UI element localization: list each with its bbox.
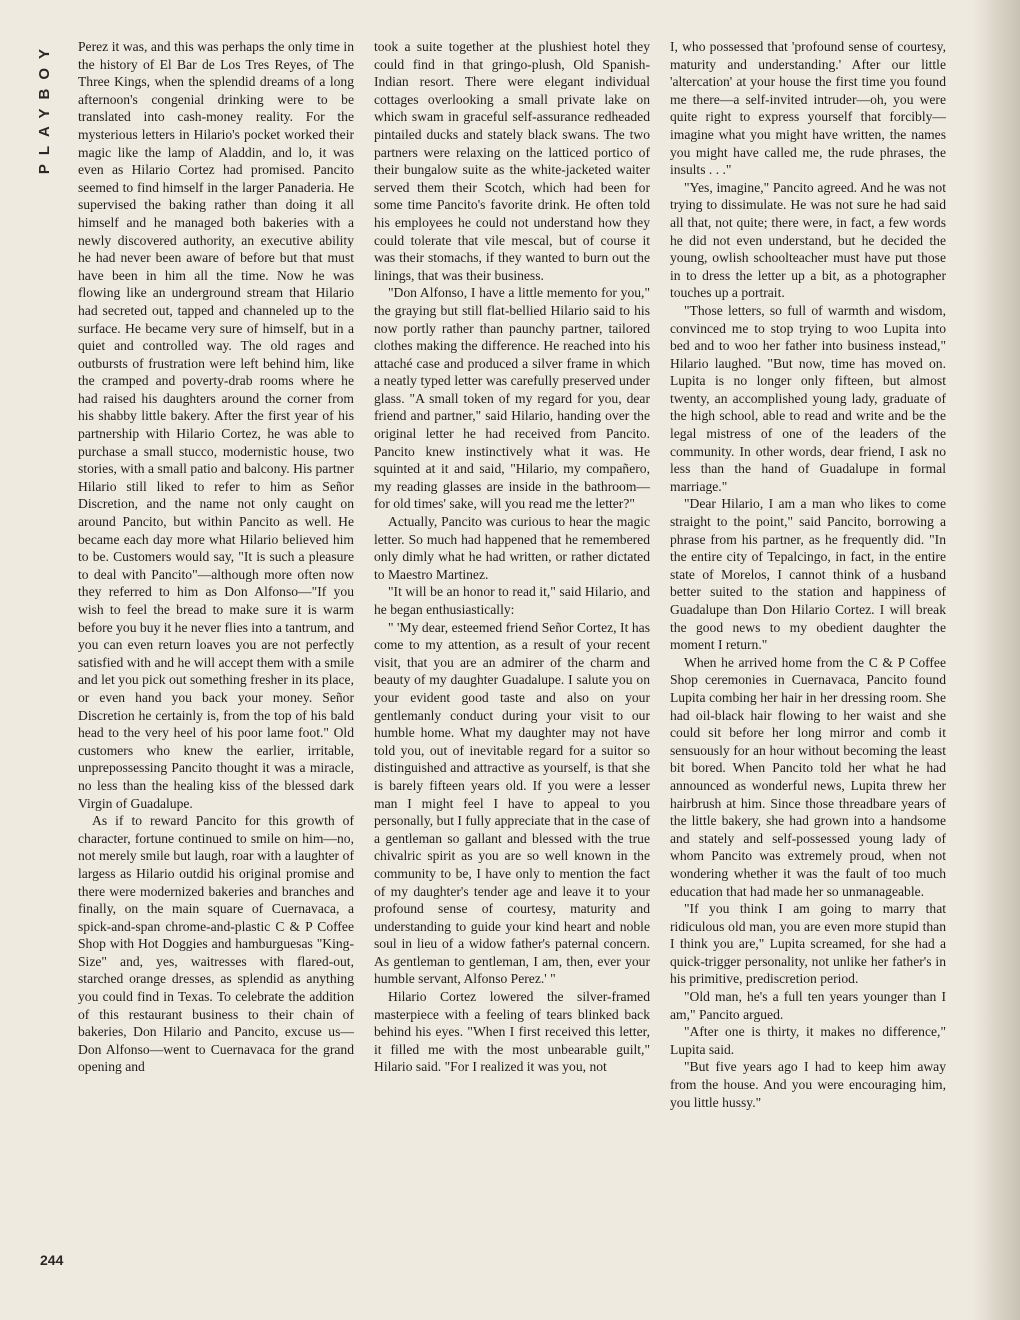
paragraph: Perez it was, and this was perhaps the only time in the history of El Bar de Los Tres Reyes, of The Three Kings, when the splendid dreams of a long afternoon's congenial drinking were to be translated into cash-money reality. For the mysterious letters in Hilario's pocket worked their magic like the lamp of Aladdin, and lo, it was even as Hilario Cortez had promised. Pancito seemed to find himself in the larger Panaderia. He supervised the baking rather than doing it all himself and he managed both bakeries with a newly discovered authority, an executive ability he had never been aware of before but that must have been in him all the time. Now he was flowing like an underground stream that Hilario had secreted out, tapped and channeled up to the surface. He became very sure of himself, but in a quiet and controlled way. The old rages and outbursts of frustration were left behind him, like the cramped and poverty-drab rooms where he had raised his daughters around the corner from his shabby little bakery. After the first year of his partnership with Hilario Cortez, he was able to purchase a small stucco, modernistic house, two stories, with a small patio and balcony. His partner Hilario still liked to refer to him as Señor Discretion, and the name not only caught on around Pancito, but within Pancito as well. He became each day more what Hilario believed him to be. Customers would say, "It is such a pleasure to deal with Pancito"—although more often now they referred to him as Don Alfonso—"If you wish to feel the bread to make sure it is warm before you buy it he never flies into a tantrum, and you can even return loaves you are not perfectly satisfied with and he will accept them with a smile and let you pick out something fresher in its place, or even hand you back your money. Señor Discretion he certainly is, from the top of his bald head to the very heel of his poor lame foot." Old customers who knew the earlier, irritable, unprepossessing Pancito thought it was a miracle, no less than the healing kiss of the blessed dark Virgin of Guadalupe. <box>78 39 354 811</box>
masthead: PLAYBOY <box>36 40 53 175</box>
paragraph: "If you think I am going to marry that ridiculous old man, you are even more stupid than I think you are," Lupita screamed, for she had a quick-trigger personality, not unlike her father's in his primitive, prediscretion period. <box>670 901 946 987</box>
page-gutter-shadow <box>972 0 1020 1320</box>
paragraph: "Yes, imagine," Pancito agreed. And he was not trying to dissimulate. He was not sure he had said all that, not quite; there were, in fact, a few words he did not even understand, but he decided the young, owlish schoolteacher must have put those in to dress the letter up a bit, as a photographer touches up a portrait. <box>670 179 946 301</box>
paragraph: took a suite together at the plushiest hotel they could find in that gringo-plush, Old Spanish-Indian resort. There were elegant individual cottages overlooking a small private lake on which swam in graceful self-assurance redheaded pintailed ducks and stately black swans. The two partners were relaxing on the latticed portico of their bungalow suite as the white-jacketed waiter served them their Scotch, which had been for some time Pancito's favorite drink. He often told his employees he could not understand how they could tolerate that vile mescal, but of course it was their stomachs, if they wanted to burn out the linings, that was their business. <box>374 39 650 283</box>
paragraph: "After one is thirty, it makes no difference," Lupita said. <box>670 1024 946 1057</box>
page-number: 244 <box>40 1252 64 1268</box>
paragraph: "Don Alfonso, I have a little memento for you," the graying but still flat-bellied Hilario said to his now portly rather than paunchy partner, tailored clothes making the difference. He reached into his attaché case and produced a silver frame in which a neatly typed letter was carefully preserved under glass. "A small token of my regard for you, dear friend and partner," said Hilario, handing over the original letter he had received from Pancito. Pancito knew instinctively what it was. He squinted at it and said, "Hilario, my compañero, my reading glasses are inside in the bathroom—for old times' sake, will you read me the letter?" <box>374 285 650 512</box>
paragraph: " 'My dear, esteemed friend Señor Cortez, It has come to my attention, as a result of your recent visit, that you are an admirer of the charm and beauty of my daughter Guadalupe. I salute you on your evident good taste and also on your gentlemanly conduct during your visit to our humble home. What my daughter may not have told you, out of inevitable regard for a suitor so distinguished and attractive as yourself, is that she is barely fifteen years old. If you were a lesser man I might feel I have to appeal to you personally, but I fully appreciate that in the case of a gentleman so gallant and blessed with the true chivalric spirit as you are so well known in the community to be, I have only to mention the fact of my daughter's tender age and leave it to your profound sense of courtesy, maturity and understanding to guide your kind heart and noble soul in lieu of a widow father's paternal concern. As gentleman to gentleman, I am, then, ever your humble servant, Alfonso Perez.' " <box>374 619 650 987</box>
paragraph: Hilario Cortez lowered the silver-framed masterpiece with a feeling of tears blinked back behind his eyes. "When I first received this letter, it filled me with the most unbearable guilt," Hilario said. "For I realized it was you, not <box>374 989 650 1075</box>
paragraph: "Those letters, so full of warmth and wisdom, convinced me to stop trying to woo Lupita into bed and to woo her father into business instead," Hilario laughed. "But now, time has moved on. Lupita is no longer only fifteen, but almost twenty, an accomplished young lady, graduate of the high school, able to read and write and be the legal mistress of one of the leaders of the community. In other words, dear friend, I ask no less than the hand of Guadalupe in formal marriage." <box>670 302 946 494</box>
paragraph: "But five years ago I had to keep him away from the house. And you were encouraging him, you little hussy." <box>670 1059 946 1110</box>
paragraph: I, who possessed that 'profound sense of courtesy, maturity and understanding.' After our little 'altercation' at your house the first time you found me there—a self-invited intruder—oh, you were quite right to express yourself that forcibly—imagine what you might have written, the names you might have called me, the rude phrases, the insults . . ." <box>670 39 946 178</box>
paragraph: "It will be an honor to read it," said Hilario, and he began enthusiastically: <box>374 584 650 617</box>
text-column-3 <box>670 38 946 1111</box>
paragraph: Actually, Pancito was curious to hear the magic letter. So much had happened that he remembered only dimly what he had written, or rather dictated to Maestro Martinez. <box>374 514 650 582</box>
paragraph: "Dear Hilario, I am a man who likes to come straight to the point," said Pancito, borrowing a phrase from his partner, as he frequently did. "In the entire city of Tepalcingo, in fact, in the entire state of Morelos, I cannot think of a husband better suited to the station and happiness of Guadalupe than Don Hilario Cortez. I will break the good news to my obedient daughter the moment I return." <box>670 496 946 653</box>
paragraph: When he arrived home from the C & P Coffee Shop ceremonies in Cuernavaca, Pancito found Lupita combing her hair in her dressing room. She had oil-black hair flowing to her waist and she could sit before her long mirror and comb it sensuously for an hour without becoming the least bit bored. When Pancito told her what he had announced as wonderful news, Lupita threw her hairbrush at him. Since those threadbare years of the little bakery, she had grown into a handsome and stately and self-possessed young lady of whom Pancito was extremely proud, when not wondering whether it was the fault of too much education that had made her so unmanageable. <box>670 654 946 899</box>
paragraph: "Old man, he's a full ten years younger than I am," Pancito argued. <box>670 989 946 1022</box>
text-column-2 <box>374 38 650 1076</box>
paragraph: As if to reward Pancito for this growth of character, fortune continued to smile on him—no, not merely smile but laugh, roar with a laughter of largess as Hilario outdid his original promise and there were modernized bakeries and branches and finally, on the main square of Cuernavaca, a spick-and-span chrome-and-plastic C & P Coffee Shop with Hot Doggies and hamburguesas "King-Size" and, yes, waitresses with flared-out, starched orange dresses, as splendid as anything you could find in Texas. To celebrate the addition of this restaurant business to their chain of bakeries, Don Hilario and Pancito, excuse us—Don Alfonso—went to Cuernavaca for the grand opening and <box>78 813 354 1075</box>
text-column-1 <box>78 38 354 1076</box>
